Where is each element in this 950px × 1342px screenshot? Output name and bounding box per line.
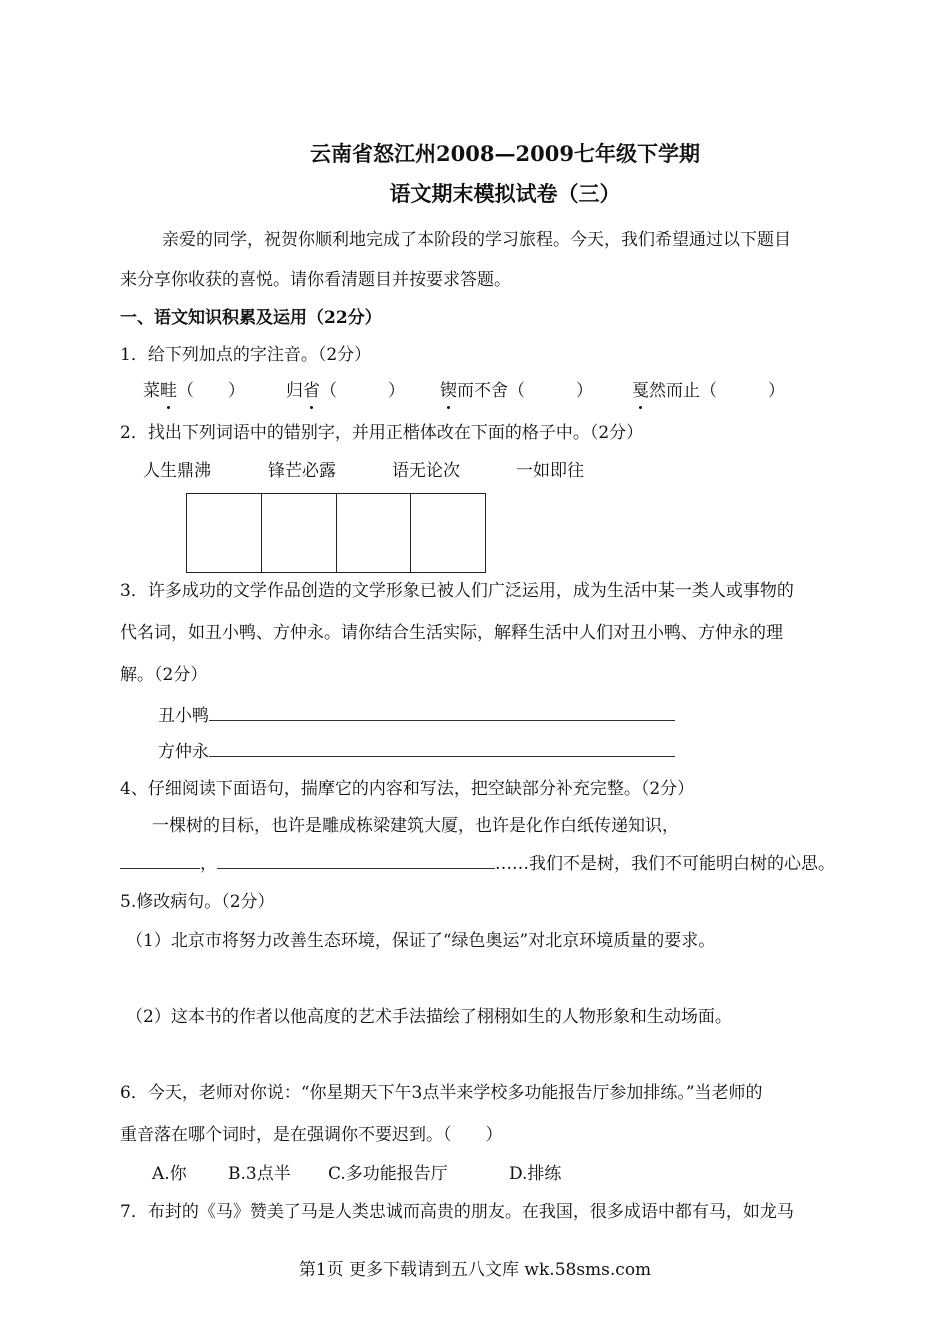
q3-answer-line-1[interactable] — [209, 704, 675, 721]
q3-answer-row-2 — [158, 740, 675, 763]
q1-prompt: 1．给下列加点的字注音。（2分） — [120, 345, 372, 365]
q2-answer-grid — [186, 493, 486, 573]
q3-label-2: 方仲永 — [158, 742, 209, 762]
exam-title-line2: 语文期末模拟试卷（三） — [389, 181, 621, 206]
q3-line1: 3．许多成功的文学作品创造的文学形象已被人们广泛运用，成为生活中某一类人或事物的 — [120, 581, 794, 601]
q2-word-4: 一如即往 — [516, 461, 584, 481]
q6-option-d: D.排练 — [509, 1164, 562, 1184]
q1-item-3: 锲而不舍（ ） — [440, 381, 593, 401]
q2-prompt: 2．找出下列词语中的错别字，并用正楷体改在下面的格子中。（2分） — [120, 423, 644, 443]
q4-blank-1[interactable] — [120, 852, 200, 869]
q6-option-b: B.3点半 — [228, 1164, 291, 1184]
q2-word-3: 语无论次 — [392, 461, 460, 481]
section1-heading: 一、语文知识积累及运用（22分） — [120, 308, 382, 328]
page-footer: 第1页 更多下载请到五八文库 wk.58sms.com — [298, 1260, 652, 1280]
q5-sentence-2: （2）这本书的作者以他高度的艺术手法描绘了栩栩如生的人物形象和生动场面。 — [126, 1007, 732, 1027]
q2-answer-cell[interactable] — [337, 494, 412, 572]
intro-line1: 亲爱的同学，祝贺你顺利地完成了本阶段的学习旅程。今天，我们希望通过以下题目 — [162, 230, 791, 250]
q4-line2: ， ……我们不是树，我们不可能明白树的心思。 — [120, 852, 835, 875]
q2-answer-cell[interactable] — [187, 494, 262, 572]
q6-option-c: C.多功能报告厅 — [328, 1164, 448, 1184]
q3-label-1: 丑小鸭 — [158, 706, 209, 726]
q2-word-2: 锋芒必露 — [268, 461, 336, 481]
intro-line2: 来分享你收获的喜悦。请你看清题目并按要求答题。 — [120, 270, 511, 290]
q3-line3: 解。（2分） — [120, 665, 208, 685]
q6-option-a: A.你 — [152, 1164, 187, 1184]
q3-line2: 代名词，如丑小鸭、方仲永。请你结合生活实际，解释生活中人们对丑小鸭、方仲永的理 — [120, 623, 783, 643]
exam-title-line1: 云南省怒江州2008—2009七年级下学期 — [310, 141, 700, 166]
q1-item-2: 归省（ ） — [286, 381, 405, 401]
q6-line1: 6．今天，老师对你说：“你星期天下午3点半来学校多功能报告厅参加排练。”当老师的 — [120, 1083, 763, 1103]
q4-prompt: 4、仔细阅读下面语句，揣摩它的内容和写法，把空缺部分补充完整。（2分） — [120, 779, 695, 799]
q2-answer-cell[interactable] — [262, 494, 337, 572]
q4-line1: 一棵树的目标，也许是雕成栋梁建筑大厦，也许是化作白纸传递知识， — [152, 816, 679, 836]
q3-answer-line-2[interactable] — [209, 740, 675, 757]
q5-prompt: 5.修改病句。（2分） — [120, 892, 275, 912]
q2-answer-cell[interactable] — [411, 494, 485, 572]
q2-word-1: 人生鼎沸 — [143, 461, 211, 481]
q3-answer-row-1 — [158, 704, 675, 727]
q4-blank-2[interactable] — [217, 852, 495, 869]
q6-line2: 重音落在哪个词时，是在强调你不要迟到。（ ） — [120, 1125, 503, 1145]
q5-sentence-1: （1）北京市将努力改善生态环境，保证了“绿色奥运”对北京环境质量的要求。 — [126, 931, 716, 951]
q7-line1: 7．布封的《马》赞美了马是人类忠诚而高贵的朋友。在我国，很多成语中都有马，如龙马 — [120, 1202, 794, 1222]
q1-item-4: 戛然而止（ ） — [632, 381, 785, 401]
q1-item-1: 菜畦（ ） — [143, 381, 245, 401]
